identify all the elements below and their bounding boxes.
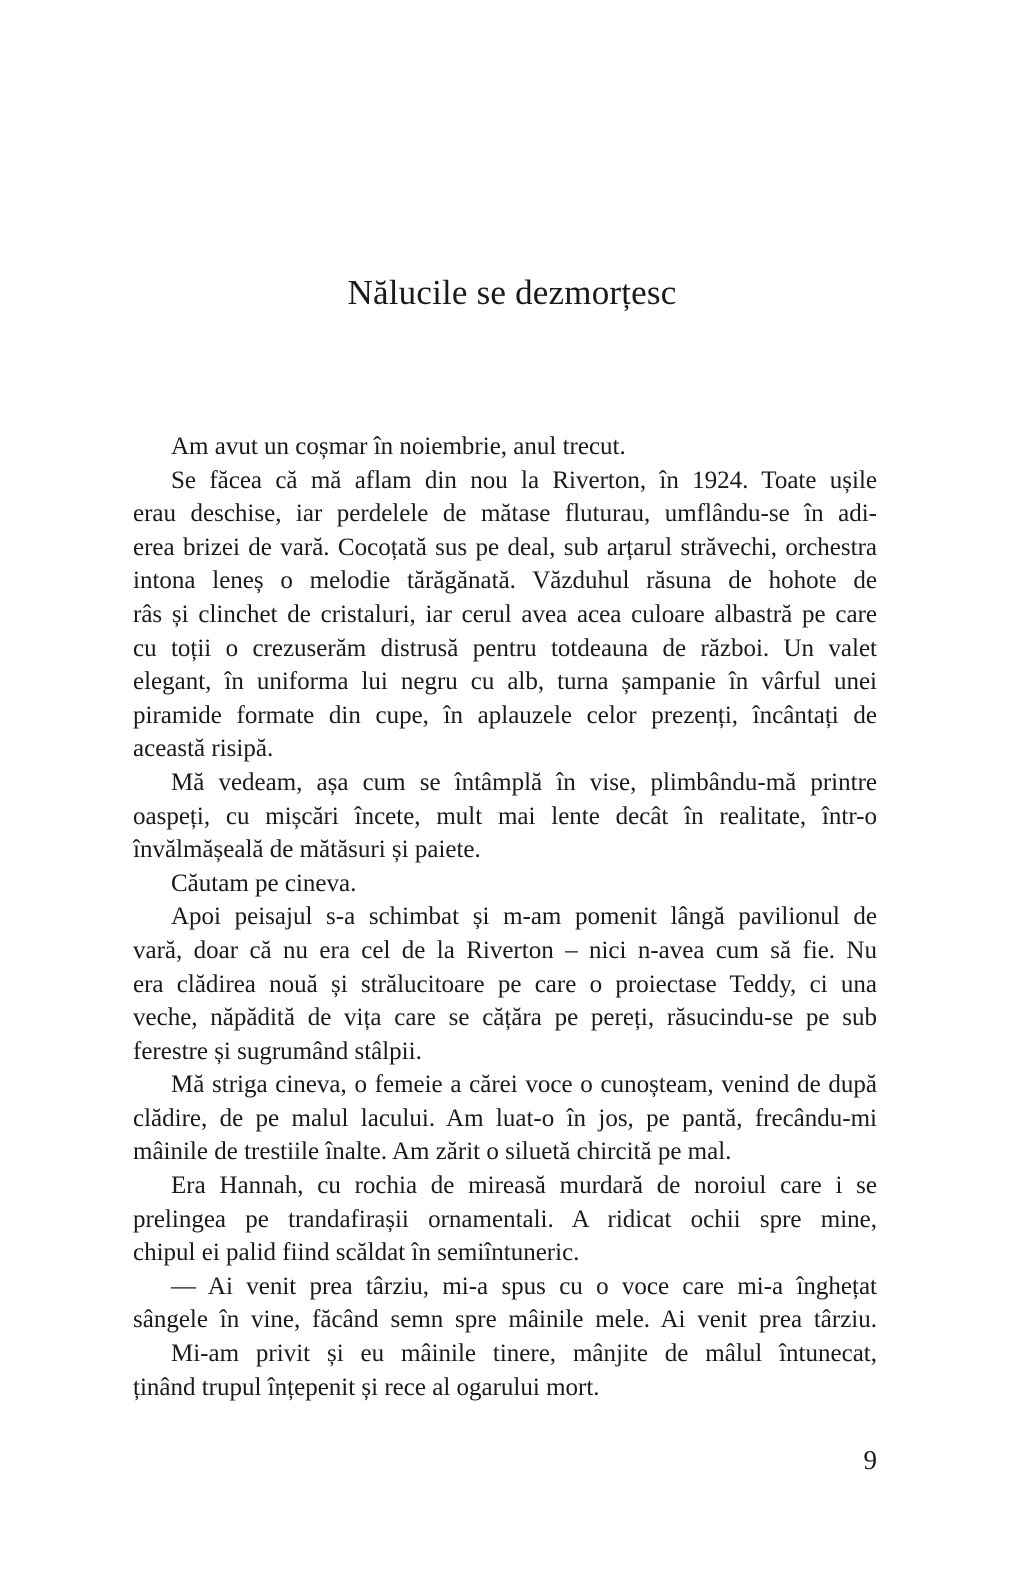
text-line: sângele în vine, făcând semn spre mâinile mele. Ai venit prea târziu. xyxy=(133,1306,877,1334)
text-line: Am avut un coșmar în noiembrie, anul trecut. xyxy=(171,433,626,460)
text-line: învălmășeală de mătăsuri și paiete. xyxy=(133,836,481,864)
text-line: ținând trupul înțepenit și rece al ogarului mort. xyxy=(133,1373,600,1401)
text-line: — Ai venit prea târziu, mi-a spus cu o voce care mi-a înghețat xyxy=(171,1272,877,1300)
body-text xyxy=(133,430,877,1404)
chapter-title: Nălucile se dezmorțesc xyxy=(347,273,677,312)
text-line: Apoi peisajul s-a schimbat și m-am pomenit lângă pavilionul de xyxy=(171,903,877,931)
text-line: Era Hannah, cu rochia de mireasă murdară de noroiul care i se xyxy=(171,1172,877,1200)
text-line: cu toții o crezuserăm distrusă pentru totdeauna de război. Un valet xyxy=(133,634,877,662)
text-line: mâinile de trestiile înalte. Am zărit o siluetă chircită pe mal. xyxy=(133,1138,732,1166)
text-line: elegant, în uniforma lui negru cu alb, turna șampanie în vârful unei xyxy=(133,668,877,696)
text-line: oaspeți, cu mișcări încete, mult mai lente decât în realitate, într-o xyxy=(133,802,877,830)
text-line: râs și clinchet de cristaluri, iar cerul avea acea culoare albastră pe care xyxy=(133,600,877,628)
text-line: Căutam pe cineva. xyxy=(171,869,357,897)
text-line: Mi-am privit și eu mâinile tinere, mânjite de mâlul întunecat, xyxy=(171,1340,877,1368)
text-line: veche, năpădită de vița care se cățăra pe pereți, răsucindu-se pe sub xyxy=(133,1004,877,1032)
text-line: ferestre și sugrumând stâlpii. xyxy=(133,1037,422,1065)
text-line: clădire, de pe malul lacului. Am luat-o în jos, pe pantă, frecându-mi xyxy=(133,1104,877,1132)
text-line: piramide formate din cupe, în aplauzele celor prezenți, încântați de xyxy=(133,701,877,729)
text-line: chipul ei palid fiind scăldat în semiîntuneric. xyxy=(133,1239,580,1267)
text-line: vară, doar că nu era cel de la Riverton – nici n-avea cum să fie. Nu xyxy=(133,936,877,964)
text-line: această risipă. xyxy=(133,735,274,763)
text-line: Mă vedeam, așa cum se întâmplă în vise, plimbându-mă printre xyxy=(171,768,877,796)
text-line: Se făcea că mă aflam din nou la Riverton, în 1924. Toate ușile xyxy=(171,466,877,494)
page-number: 9 xyxy=(863,1445,877,1475)
text-line: erea brizei de vară. Cocoțată sus pe deal, sub arțarul străvechi, orchestra xyxy=(133,533,877,561)
text-line: Mă striga cineva, o femeie a cărei voce o cunoșteam, venind de după xyxy=(171,1071,877,1099)
text-line: era clădirea nouă și strălucitoare pe care o proiectase Teddy, ci una xyxy=(133,970,877,998)
text-line: prelingea pe trandafirașii ornamentali. A ridicat ochii spre mine, xyxy=(133,1205,877,1233)
text-line: erau deschise, iar perdelele de mătase fluturau, umflându-se în adi- xyxy=(133,500,877,528)
text-line: intona leneș o melodie tărăgănată. Văzduhul răsuna de hohote de xyxy=(133,567,877,595)
